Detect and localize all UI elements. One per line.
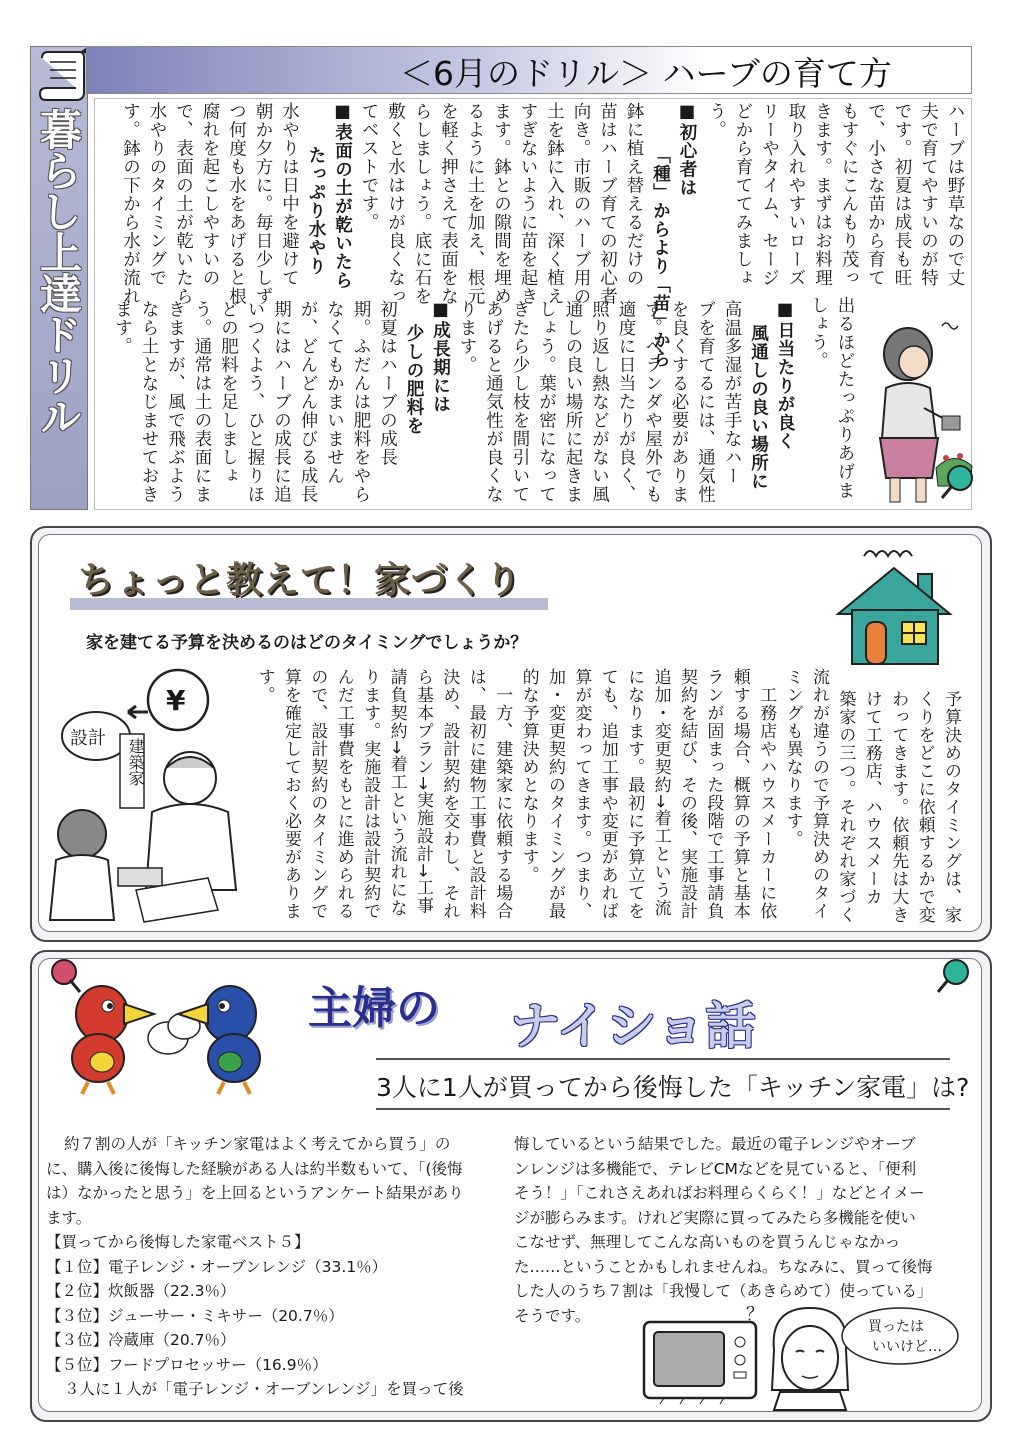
housewife-subtitle: 3人に1人が買ってから後悔した「キッチン家電」は?	[376, 1073, 970, 1102]
text-column: 朝か夕方に。毎日少しず	[253, 102, 273, 306]
bubble-line-1: 買ったは	[868, 1319, 924, 1335]
text-column: 土を鉢に入れ、深く植え	[544, 102, 565, 306]
text-column: 適度に日当たりが良く、	[616, 300, 636, 504]
text-column: 水やりは日中を避けて	[279, 102, 300, 287]
paragraph-line: そう！」「これさえあればお料理らくらく！」などとイメー	[514, 1184, 925, 1202]
text-column: ■表面の土が乾いたら	[332, 102, 353, 290]
paragraph-line: 【１位】電子レンジ・オーブンレンジ（33.1％）	[46, 1257, 388, 1276]
subtitle-top-rule	[376, 1058, 950, 1060]
paragraph-line: 【２位】炊飯器（22.3％）	[46, 1282, 236, 1300]
text-column: 夫で育てやすいのが特	[918, 102, 939, 287]
text-column: なくてもかまいません	[324, 300, 345, 485]
text-column: らしましょう。底に石を	[412, 102, 432, 306]
text-column: 算が変わってきます。つまり、	[571, 668, 592, 920]
text-column: いつくよう、ひと握りほ	[245, 300, 265, 504]
text-column: 腐れを起こしやすいの	[200, 102, 220, 287]
text-column: たっぷり水やり	[306, 146, 326, 276]
text-column: しょう。葉が密になって	[536, 300, 557, 504]
text-column: ので、設計契約のタイミングで	[307, 668, 328, 920]
text-column: 加・変更契約のタイミングが最	[544, 668, 565, 920]
text-column: 期。ふだんは肥料をやら	[351, 300, 371, 504]
question-mark: ？	[746, 1304, 764, 1325]
paragraph-line: ジが膨らみます。けれど実際に買ってみたら多機能を使い	[514, 1208, 916, 1227]
paragraph-line: ３人に１人が「電子レンジ・オーブンレンジ」を買って後	[64, 1380, 464, 1398]
text-column: ます。	[112, 300, 133, 356]
text-column: う。通常は土の表面にま	[192, 300, 212, 504]
text-column: くりをどこに依頼するかで変	[914, 690, 935, 924]
microwave-illustration	[640, 1318, 760, 1410]
house-icon	[830, 538, 960, 668]
text-column: ■初心者は	[677, 102, 697, 197]
text-column: もすぐにこんもり茂っ	[839, 102, 859, 287]
text-column: 算を確定しておく必要がありま	[280, 668, 301, 920]
text-column: 流れが違うので予算決めのタイ	[808, 668, 829, 920]
text-column: どから育ててみましょ	[733, 102, 753, 287]
text-column: を軽く押さえて表面をな	[438, 102, 459, 306]
text-column: 鉢に植え替えるだけの	[624, 102, 644, 287]
text-column: わってきます。依頼先は大き	[888, 690, 909, 924]
text-column: リーやタイム、セージ	[759, 102, 780, 287]
text-column: ランが固まった段階で工事請負	[703, 668, 724, 920]
text-column: 取り入れやすいローズ	[786, 102, 806, 287]
text-column: う。	[706, 102, 727, 139]
text-column: 向き。市販のハーブ用の	[571, 102, 591, 306]
architect-meeting-illustration	[48, 660, 268, 930]
text-column: は、最初に建物工事費と設計料	[465, 668, 486, 920]
text-column: るように土を加え、根元	[465, 102, 485, 306]
text-column: 予算決めのタイミングは、家	[940, 690, 961, 924]
text-column: 的な予算決めとなります。	[518, 668, 539, 884]
text-column: 「種」からより「苗」から	[650, 146, 671, 368]
text-column: なら土となじませておき	[139, 300, 159, 504]
drill-side-title: 暮らし上達ドリル	[34, 108, 83, 436]
text-column: 敷くと水はけが良くなっ	[385, 102, 406, 306]
house-qa-title: ちょっと教えて！家づくり	[78, 560, 523, 601]
text-column: 頼する場合、概算の予算と基本	[729, 668, 750, 920]
housewife-title-main: 主婦の	[308, 983, 440, 1034]
paragraph-line: た……ということかもしれませんね。ちなみに、買って後悔	[514, 1257, 933, 1276]
housewife-title-sub: ナイショ話	[510, 997, 756, 1055]
text-column: す。	[254, 668, 275, 704]
paragraph-line: は）なかったと思う」を上回るというアンケート結果があり	[46, 1184, 464, 1202]
text-column: です。初夏は成長も旺	[892, 102, 912, 287]
text-column: しょう。	[808, 296, 829, 370]
paragraph-line: 【３位】冷蔵庫（20.7％）	[46, 1331, 236, 1349]
bubble-line-2: いいけど…	[872, 1339, 942, 1355]
text-column: きますが、風で飛ぶよう	[165, 300, 186, 504]
paragraph-line: 悔しているという結果でした。最近の電子レンジやオーブ	[514, 1135, 916, 1153]
text-column: あげると通気性が良くな	[483, 300, 504, 504]
text-column: 高温多湿が苦手なハー	[722, 300, 742, 485]
text-column: んだ工事費をもとに進められる	[333, 668, 354, 920]
paragraph-line: 【５位】フードプロセッサー（16.9％）	[46, 1355, 328, 1374]
text-column: きます。まずはお料理	[812, 102, 833, 287]
text-column: 一方、建築家に依頼する場合	[492, 686, 513, 920]
text-column: すぎないように苗を起き	[518, 102, 538, 306]
text-column: になります。最初に予算立てを	[624, 668, 645, 920]
text-column: 築家の三つ。それぞれ家づく	[835, 690, 856, 924]
paragraph-line: 【３位】ジューサー・ミキサー（20.7％）	[46, 1306, 344, 1325]
pushpin-icon	[938, 462, 978, 502]
design-bubble-label: 設計	[70, 728, 106, 749]
text-column: 契約を結び、その後、実施設計	[676, 668, 697, 920]
text-column: 通しの良い場所に起きま	[563, 300, 583, 504]
text-column: 決め、設計契約を交わし、それ	[439, 668, 460, 920]
text-column: 期にはハーブの成長に追	[271, 300, 292, 504]
text-column: きたら少し枝を間引いて	[510, 300, 530, 504]
text-column: ハーブは野草なので丈	[945, 102, 965, 287]
architect-sign-label: 建築家	[126, 738, 145, 786]
text-column: 水やりのタイミングで	[147, 102, 167, 287]
paragraph-line: ンレンジは多機能で、テレビCMなどを見ていると、「便利	[514, 1159, 917, 1178]
text-column: ■日当たりが良く	[775, 300, 795, 451]
text-column: 少しの肥料を	[404, 324, 424, 435]
text-column: つ何度も水をあげると根	[226, 102, 247, 306]
paragraph-line: ます。	[46, 1208, 92, 1227]
subtitle-bottom-rule	[376, 1108, 950, 1110]
text-column: を良くする必要がありま	[669, 300, 689, 504]
pushpin-right-icon	[934, 956, 974, 996]
text-column: ります。	[457, 300, 477, 374]
text-column: 苗はハーブ育ての初心者	[597, 102, 618, 306]
text-column: ます。鉢との隙間を埋め	[491, 102, 512, 306]
yen-bubble-label: ¥	[166, 684, 186, 717]
text-column: ブを育てるには、通気性	[695, 300, 716, 504]
text-column: す。鉢の下から水が流れ	[120, 102, 141, 306]
text-column: で、表面の土が乾いたら	[173, 102, 194, 306]
scroll-icon	[36, 48, 88, 104]
text-column: けて工務店、ハウスメーカ	[861, 690, 882, 906]
text-column: 照り返し熱などがない風	[589, 300, 610, 504]
text-column: ミングも異なります。	[782, 668, 803, 848]
text-column: ■成長期には	[430, 300, 451, 414]
paragraph-line: 【買ってから後悔した家電ベスト５】	[46, 1233, 310, 1251]
text-column: 請負契約→着工という流れにな	[386, 668, 407, 918]
text-column: す。ベランダや屋外でも	[642, 300, 663, 504]
text-column: 追加・変更契約→着工という流	[650, 668, 671, 918]
text-column: 工務店やハウスメーカーに依	[756, 686, 777, 920]
paragraph-line: こなせず、無理してこんな高いものを買うんじゃなかっ	[514, 1233, 901, 1251]
drill-title: ＜6月のドリル＞ ハーブの育て方	[400, 54, 892, 93]
text-column: ら基本プラン→実施設計→工事	[412, 668, 433, 915]
paragraph-line: そうです。	[514, 1306, 591, 1325]
paragraph-line: 約７割の人が「キッチン家電はよく考えてから買う」の	[64, 1135, 451, 1153]
house-qa-question: 家を建てる予算を決めるのはどのタイミングでしょうか？	[86, 633, 528, 653]
text-column: 風通しの良い場所に	[748, 324, 769, 491]
text-column: が、どんどん伸びる成長	[298, 300, 318, 504]
text-column: 初夏はハーブの成長	[377, 300, 398, 467]
text-column: ても、追加工事や変更があれば	[597, 668, 618, 920]
paragraph-line: した人のうち７割は「我慢して（あきらめて）使っている」	[514, 1282, 933, 1300]
text-column: ります。実施設計は設計契約で	[360, 668, 381, 920]
text-column: 出るほどたっぷりあげま	[835, 296, 855, 500]
text-column: で、小さな苗から育て	[865, 102, 886, 287]
text-column: どの肥料を足しましょ	[218, 300, 239, 485]
paragraph-line: に、購入後に後悔した経験がある人は約半数もいて、「(後悔	[46, 1159, 463, 1178]
text-column: てベストです。	[359, 102, 379, 232]
two-birds-illustration	[58, 964, 278, 1104]
